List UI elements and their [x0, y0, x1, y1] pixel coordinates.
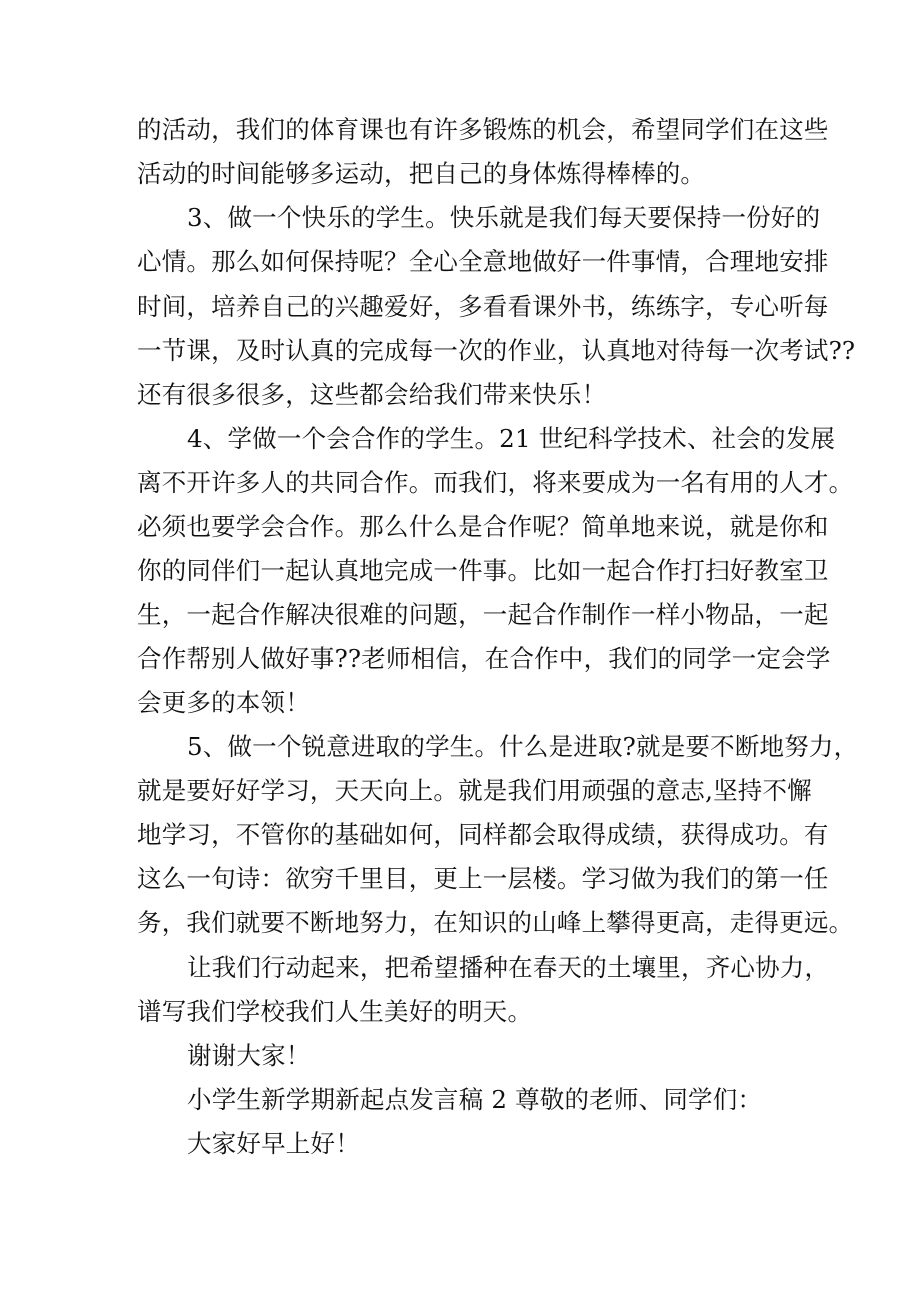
- text-line: 谱写我们学校我们人生美好的明天。: [137, 997, 533, 1026]
- text-line: 大家好早上好！: [187, 1129, 360, 1158]
- text-line: 还有很多很多，这些都会给我们带来快乐！: [137, 380, 607, 409]
- text-line: 必须也要学会合作。那么什么是合作呢？简单地来说，就是你和: [137, 512, 829, 541]
- text-line: 合作帮别人做好事??老师相信，在合作中，我们的同学一定会学: [137, 644, 831, 673]
- text-line: 5、做一个锐意进取的学生。什么是进取?就是要不断地努力，: [187, 732, 859, 761]
- text-line: 小学生新学期新起点发言稿 2 尊敬的老师、同学们：: [187, 1085, 763, 1114]
- text-line: 活动的时间能够多运动，把自己的身体炼得棒棒的。: [137, 159, 706, 188]
- text-line: 3、做一个快乐的学生。快乐就是我们每天要保持一份好的: [187, 203, 821, 232]
- text-line: 时间，培养自己的兴趣爱好，多看看课外书，练练字，专心听每: [137, 292, 829, 321]
- text-line: 一节课，及时认真的完成每一次的作业，认真地对待每一次考试??: [137, 336, 856, 365]
- text-line: 的活动，我们的体育课也有许多锻炼的机会，希望同学们在这些: [137, 115, 829, 144]
- text-line: 这么一句诗：欲穷千里目，更上一层楼。学习做为我们的第一任: [137, 864, 829, 893]
- text-line: 4、学做一个会合作的学生。21 世纪科学技术、社会的发展: [187, 424, 836, 453]
- text-line: 地学习，不管你的基础如何，同样都会取得成绩，获得成功。有: [137, 820, 829, 849]
- text-line: 你的同伴们一起认真地完成一件事。比如一起合作打扫好教室卫: [137, 556, 829, 585]
- text-line: 生，一起合作解决很难的问题，一起合作制作一样小物品，一起: [137, 600, 829, 629]
- text-line: 离不开许多人的共同合作。而我们，将来要成为一名有用的人才。: [137, 468, 854, 497]
- text-line: 会更多的本领！: [137, 688, 310, 717]
- text-line: 心情。那么如何保持呢？全心全意地做好一件事情，合理地安排: [137, 247, 829, 276]
- text-line: 就是要好好学习，天天向上。就是我们用顽强的意志,坚持不懈: [137, 776, 812, 805]
- text-line: 让我们行动起来，把希望播种在春天的土壤里，齐心协力，: [187, 953, 830, 982]
- text-line: 谢谢大家！: [187, 1041, 311, 1070]
- text-line: 务，我们就要不断地努力，在知识的山峰上攀得更高，走得更远。: [137, 908, 854, 937]
